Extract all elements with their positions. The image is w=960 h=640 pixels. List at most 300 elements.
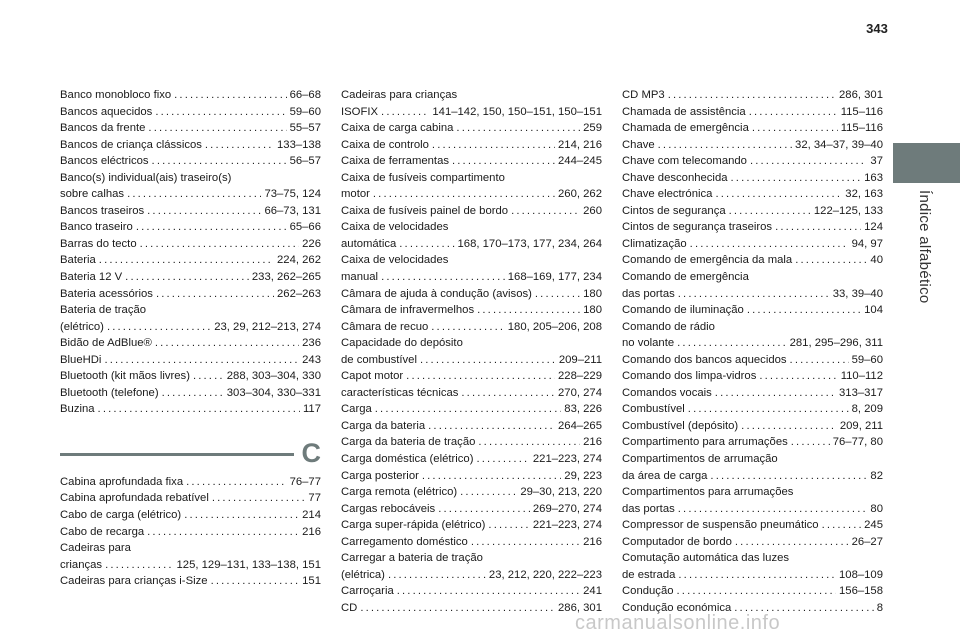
entry-term: Bancos aquecidos bbox=[60, 105, 153, 118]
entry-term: Caixa de fusíveis painel de bordo bbox=[341, 204, 509, 217]
entry-pages: 59–60 bbox=[851, 353, 883, 366]
entry-term: Capacidade do depósito bbox=[341, 337, 463, 350]
entry-term: Caixa de controlo bbox=[341, 138, 429, 151]
entry-line bbox=[622, 517, 883, 534]
dot-leader bbox=[488, 517, 529, 534]
entry-line bbox=[622, 368, 883, 385]
index-entry bbox=[622, 153, 883, 170]
entry-term: Caixa de fusíveis compartimento bbox=[341, 171, 505, 184]
entry-line bbox=[622, 219, 883, 236]
entry-line bbox=[60, 573, 321, 590]
index-entry bbox=[622, 236, 883, 253]
entry-pages: 209–211 bbox=[558, 353, 602, 366]
dot-leader bbox=[511, 203, 580, 220]
entry-line bbox=[60, 87, 321, 104]
index-entry bbox=[341, 120, 602, 137]
entry-line bbox=[341, 203, 602, 220]
entry-term: Carga bbox=[341, 403, 372, 416]
dot-leader bbox=[193, 368, 224, 385]
entry-term: Carga doméstica (elétrico) bbox=[341, 453, 474, 466]
dot-leader bbox=[690, 236, 849, 253]
dot-leader bbox=[729, 203, 811, 220]
entry-pages: 122–125, 133 bbox=[813, 204, 883, 217]
index-entry bbox=[60, 170, 321, 203]
entry-pages: 76–77, 80 bbox=[832, 436, 883, 449]
entry-term: da área de carga bbox=[622, 469, 708, 482]
dot-leader bbox=[147, 203, 261, 220]
dot-leader bbox=[471, 534, 580, 551]
entry-pages: 245 bbox=[864, 519, 883, 532]
entry-term: Caixa de velocidades bbox=[341, 221, 449, 234]
dot-leader bbox=[360, 600, 555, 617]
entry-term: CD bbox=[341, 601, 358, 614]
entry-pages: 26–27 bbox=[851, 535, 883, 548]
index-entry bbox=[341, 501, 602, 518]
index-entry bbox=[341, 385, 602, 402]
index-entry bbox=[622, 87, 883, 104]
entry-term: Bidão de AdBlue® bbox=[60, 337, 152, 350]
entry-term: BlueHDi bbox=[60, 353, 102, 366]
entry-line bbox=[60, 120, 321, 137]
dot-leader bbox=[127, 186, 261, 203]
watermark: carmanualsonline.info bbox=[575, 612, 781, 634]
entry-pages: 8 bbox=[876, 601, 883, 614]
entry-pages: 226 bbox=[302, 237, 321, 250]
dot-leader bbox=[795, 252, 867, 269]
dot-leader bbox=[677, 335, 786, 352]
index-entry bbox=[341, 484, 602, 501]
dot-leader bbox=[710, 468, 867, 485]
dot-leader bbox=[688, 401, 849, 418]
dot-leader bbox=[658, 137, 792, 154]
entry-term: Barras do tecto bbox=[60, 237, 137, 250]
entry-term: Bluetooth (kit mãos livres) bbox=[60, 370, 190, 383]
entry-pages: 33, 39–40 bbox=[832, 287, 883, 300]
index-entry bbox=[60, 104, 321, 121]
dot-leader bbox=[678, 286, 830, 303]
entry-pages: 303–304, 330–331 bbox=[226, 386, 321, 399]
dot-leader bbox=[752, 120, 838, 137]
entry-line bbox=[60, 474, 321, 491]
dot-leader bbox=[678, 501, 868, 518]
entry-term: Cabo de recarga bbox=[60, 525, 145, 538]
entry-line bbox=[60, 286, 321, 303]
index-entry bbox=[622, 385, 883, 402]
entry-term: Combustível (depósito) bbox=[622, 419, 739, 432]
entry-pages: 224, 262 bbox=[277, 254, 321, 267]
entry-term: no volante bbox=[622, 337, 675, 350]
dot-leader bbox=[478, 434, 580, 451]
entry-pages: 80 bbox=[870, 502, 883, 515]
entry-term: Compartimentos de arrumação bbox=[622, 453, 778, 466]
index-entry bbox=[60, 368, 321, 385]
index-entry bbox=[341, 219, 602, 252]
entry-term: de combustível bbox=[341, 353, 417, 366]
index-entry bbox=[60, 87, 321, 104]
entry-term: Carga remota (elétrico) bbox=[341, 486, 458, 499]
entry-pages: 110–112 bbox=[840, 370, 883, 383]
index-entry bbox=[60, 236, 321, 253]
entry-term: Cabina aprofundada rebatível bbox=[60, 492, 209, 505]
entry-term: Cadeiras para bbox=[60, 542, 131, 555]
entry-pages: 115–116 bbox=[840, 122, 883, 135]
entry-line bbox=[341, 236, 602, 253]
index-entry bbox=[341, 286, 602, 303]
entry-term: Cabo de carga (elétrico) bbox=[60, 509, 182, 522]
entry-line bbox=[341, 567, 602, 584]
dot-leader bbox=[432, 137, 555, 154]
entry-term: manual bbox=[341, 271, 379, 284]
dot-leader bbox=[452, 153, 555, 170]
dot-leader bbox=[125, 269, 249, 286]
entry-line bbox=[60, 219, 321, 236]
entry-term: Comutação automática das luzes bbox=[622, 552, 790, 565]
section-heading bbox=[60, 438, 321, 468]
dot-leader bbox=[105, 557, 173, 574]
index-entry bbox=[60, 219, 321, 236]
dot-leader bbox=[791, 434, 830, 451]
dot-leader bbox=[373, 186, 555, 203]
entry-line bbox=[341, 401, 602, 418]
entry-pages: 221–223, 274 bbox=[532, 519, 602, 532]
index-entry bbox=[622, 534, 883, 551]
entry-line bbox=[341, 434, 602, 451]
dot-leader bbox=[731, 170, 862, 187]
entry-term: Chave electrónica bbox=[622, 188, 713, 201]
entry-pages: 216 bbox=[583, 436, 602, 449]
dot-leader bbox=[460, 484, 517, 501]
dot-leader bbox=[750, 153, 867, 170]
index-entry bbox=[622, 583, 883, 600]
entry-pages: 117 bbox=[302, 403, 321, 416]
dot-leader bbox=[715, 186, 842, 203]
index-entry bbox=[60, 352, 321, 369]
index-entry bbox=[341, 418, 602, 435]
index-entry bbox=[622, 484, 883, 517]
entry-term: ISOFIX bbox=[341, 105, 379, 118]
entry-line bbox=[341, 534, 602, 551]
entry-term: Bancos traseiros bbox=[60, 204, 145, 217]
entry-term: Comando de rádio bbox=[622, 320, 715, 333]
index-entry bbox=[341, 319, 602, 336]
entry-term: Comando de iluminação bbox=[622, 304, 744, 317]
entry-pages: 216 bbox=[583, 535, 602, 548]
entry-term: Comando dos limpa-vidros bbox=[622, 370, 757, 383]
dot-leader bbox=[668, 87, 836, 104]
entry-term: Bancos eléctricos bbox=[60, 155, 149, 168]
entry-line bbox=[341, 352, 602, 369]
entry-line bbox=[341, 104, 602, 121]
entry-term: das portas bbox=[622, 287, 675, 300]
entry-term: Caixa de ferramentas bbox=[341, 155, 449, 168]
entry-line bbox=[622, 434, 883, 451]
dot-leader bbox=[381, 269, 505, 286]
entry-pages: 241 bbox=[583, 585, 602, 598]
index-entry bbox=[622, 434, 883, 451]
dot-leader bbox=[211, 573, 300, 590]
entry-line bbox=[622, 286, 883, 303]
entry-line bbox=[60, 319, 321, 336]
index-entry bbox=[622, 137, 883, 154]
entry-term: Carga da bateria bbox=[341, 419, 426, 432]
dot-leader bbox=[148, 120, 286, 137]
entry-pages: 73–75, 124 bbox=[264, 188, 321, 201]
index-entry bbox=[60, 490, 321, 507]
entry-line bbox=[60, 252, 321, 269]
entry-pages: 168–169, 177, 234 bbox=[507, 271, 602, 284]
entry-pages: 40 bbox=[870, 254, 883, 267]
index-entry bbox=[341, 401, 602, 418]
entry-term: Buzina bbox=[60, 403, 95, 416]
index-entry bbox=[622, 203, 883, 220]
entry-pages: 32, 163 bbox=[845, 188, 883, 201]
entry-pages: 156–158 bbox=[839, 585, 883, 598]
entry-pages: 180 bbox=[583, 287, 602, 300]
entry-line bbox=[341, 286, 602, 303]
entry-term: Cadeiras para crianças bbox=[341, 89, 458, 101]
dot-leader bbox=[476, 451, 529, 468]
entry-line bbox=[341, 468, 602, 485]
entry-pages: 288, 303–304, 330 bbox=[226, 370, 321, 383]
dot-leader bbox=[741, 418, 837, 435]
dot-leader bbox=[155, 335, 299, 352]
page-number: 343 bbox=[866, 21, 888, 36]
dot-leader bbox=[212, 490, 306, 507]
entry-pages: 259 bbox=[583, 122, 602, 135]
entry-pages: 228–229 bbox=[558, 370, 602, 383]
index-entry bbox=[622, 269, 883, 302]
index-entry bbox=[622, 418, 883, 435]
entry-term: Banco traseiro bbox=[60, 221, 133, 234]
entry-line bbox=[60, 137, 321, 154]
entry-line bbox=[60, 335, 321, 352]
entry-term: Compartimentos para arrumações bbox=[622, 486, 794, 499]
entry-line bbox=[60, 236, 321, 253]
section-label: Índice alfabético bbox=[916, 190, 933, 304]
entry-term: Bluetooth (telefone) bbox=[60, 386, 159, 399]
dot-leader bbox=[715, 385, 836, 402]
entry-line bbox=[341, 302, 602, 319]
entry-line bbox=[622, 302, 883, 319]
dot-leader bbox=[162, 385, 224, 402]
dot-leader bbox=[477, 302, 580, 319]
index-entry bbox=[622, 252, 883, 269]
index-entry bbox=[341, 550, 602, 583]
entry-term: Capot motor bbox=[341, 370, 404, 383]
index-entry bbox=[341, 252, 602, 285]
entry-line bbox=[341, 319, 602, 336]
entry-line bbox=[60, 524, 321, 541]
entry-line bbox=[341, 484, 602, 501]
entry-term: Cabina aprofundada fixa bbox=[60, 475, 184, 488]
index-entry bbox=[341, 451, 602, 468]
entry-pages: 260 bbox=[583, 204, 602, 217]
entry-term: Câmara de infravermelhos bbox=[341, 304, 475, 317]
entry-pages: 286, 301 bbox=[558, 601, 602, 614]
entry-pages: 141–142, 150, 150–151, 150–151 bbox=[432, 105, 602, 118]
entry-term: Bancos de criança clássicos bbox=[60, 138, 202, 151]
entry-line bbox=[60, 186, 321, 203]
entry-line bbox=[622, 170, 883, 187]
index-entry bbox=[622, 170, 883, 187]
index-entry bbox=[60, 385, 321, 402]
entry-term: Cargas rebocáveis bbox=[341, 502, 436, 515]
entry-term: Comando de emergência da mala bbox=[622, 254, 793, 267]
entry-term: Comando de emergência bbox=[622, 271, 749, 284]
entry-line bbox=[341, 137, 602, 154]
index-entry bbox=[341, 87, 602, 120]
entry-term: Caixa de velocidades bbox=[341, 254, 449, 267]
index-entry bbox=[60, 507, 321, 524]
entry-pages: 55–57 bbox=[289, 122, 321, 135]
entry-line bbox=[60, 401, 321, 418]
entry-line bbox=[341, 120, 602, 137]
entry-term: crianças bbox=[60, 558, 103, 571]
entry-pages: 221–223, 274 bbox=[532, 453, 602, 466]
entry-pages: 37 bbox=[870, 155, 883, 168]
index-entry bbox=[622, 352, 883, 369]
entry-line bbox=[622, 137, 883, 154]
entry-line bbox=[60, 385, 321, 402]
dot-leader bbox=[104, 352, 299, 369]
entry-term: Chamada de assistência bbox=[622, 105, 746, 118]
dot-leader bbox=[388, 567, 486, 584]
entry-pages: 133–138 bbox=[277, 138, 321, 151]
entry-line bbox=[341, 583, 602, 600]
entry-line bbox=[341, 153, 602, 170]
entry-pages: 168, 170–173, 177, 234, 264 bbox=[457, 237, 602, 250]
entry-pages: 236 bbox=[302, 337, 321, 350]
index-entry bbox=[622, 319, 883, 352]
dot-leader bbox=[397, 583, 580, 600]
entry-line bbox=[622, 87, 883, 104]
index-entry bbox=[60, 137, 321, 154]
index-entry bbox=[60, 203, 321, 220]
entry-term: Bateria de tração bbox=[60, 304, 147, 317]
index-entry bbox=[60, 401, 321, 418]
dot-leader bbox=[822, 517, 862, 534]
dot-leader bbox=[438, 501, 530, 518]
entry-line bbox=[60, 203, 321, 220]
index-entry bbox=[622, 120, 883, 137]
entry-line bbox=[341, 600, 602, 617]
index-entry bbox=[341, 468, 602, 485]
index-entry bbox=[60, 335, 321, 352]
dot-leader bbox=[140, 236, 300, 253]
entry-line bbox=[341, 501, 602, 518]
entry-pages: 269–270, 274 bbox=[532, 502, 602, 515]
entry-line bbox=[622, 236, 883, 253]
entry-term: Carregar a bateria de tração bbox=[341, 552, 483, 565]
dot-leader bbox=[759, 368, 837, 385]
dot-leader bbox=[205, 137, 274, 154]
index-entry bbox=[622, 550, 883, 583]
entry-term: (elétrica) bbox=[341, 568, 385, 581]
dot-leader bbox=[420, 352, 556, 369]
index-entry bbox=[341, 153, 602, 170]
entry-term: Bateria acessórios bbox=[60, 287, 153, 300]
index-entry bbox=[60, 269, 321, 286]
entry-line bbox=[622, 401, 883, 418]
entry-term: CD MP3 bbox=[622, 89, 665, 101]
entry-pages: 76–77 bbox=[289, 475, 321, 488]
section-tab bbox=[893, 143, 960, 183]
dot-leader bbox=[381, 104, 429, 121]
entry-line bbox=[622, 186, 883, 203]
entry-term: motor bbox=[341, 188, 370, 201]
dot-leader bbox=[99, 252, 274, 269]
entry-term: Banco monobloco fixo bbox=[60, 89, 172, 101]
entry-line bbox=[60, 104, 321, 121]
entry-term: Carregamento doméstico bbox=[341, 535, 468, 548]
index-entry bbox=[341, 137, 602, 154]
entry-term: Cintos de segurança traseiros bbox=[622, 221, 773, 234]
entry-pages: 163 bbox=[864, 171, 883, 184]
entry-term: Computador de bordo bbox=[622, 535, 732, 548]
index-entry bbox=[60, 540, 321, 573]
entry-line bbox=[622, 153, 883, 170]
entry-pages: 104 bbox=[864, 304, 883, 317]
index-entry bbox=[60, 252, 321, 269]
entry-term: Carga super-rápida (elétrico) bbox=[341, 519, 486, 532]
index-entry bbox=[341, 517, 602, 534]
index-entry bbox=[341, 434, 602, 451]
entry-term: Combustível bbox=[622, 403, 685, 416]
dot-leader bbox=[678, 567, 836, 584]
entry-pages: 32, 34–37, 39–40 bbox=[795, 138, 883, 151]
entry-term: Câmara de ajuda à condução (avisos) bbox=[341, 287, 532, 300]
dot-leader bbox=[422, 468, 561, 485]
entry-term: Cadeiras para crianças i-Size bbox=[60, 575, 208, 588]
dot-leader bbox=[98, 401, 300, 418]
entry-pages: 82 bbox=[870, 469, 883, 482]
entry-term: Bancos da frente bbox=[60, 122, 146, 135]
entry-term: Cintos de segurança bbox=[622, 204, 726, 217]
section-letter: C bbox=[301, 437, 321, 468]
dot-leader bbox=[775, 219, 861, 236]
entry-line bbox=[622, 203, 883, 220]
entry-pages: 8, 209 bbox=[851, 403, 883, 416]
dot-leader bbox=[152, 153, 287, 170]
entry-line bbox=[60, 269, 321, 286]
index-entry bbox=[341, 203, 602, 220]
dot-leader bbox=[431, 319, 504, 336]
entry-line bbox=[60, 352, 321, 369]
dot-leader bbox=[155, 104, 286, 121]
entry-pages: 29–30, 213, 220 bbox=[520, 486, 602, 499]
index-entry bbox=[622, 401, 883, 418]
entry-pages: 180, 205–206, 208 bbox=[507, 320, 602, 333]
entry-line bbox=[622, 583, 883, 600]
dot-leader bbox=[375, 401, 562, 418]
dot-leader bbox=[406, 368, 555, 385]
section-rule bbox=[60, 453, 294, 456]
index-entry bbox=[341, 302, 602, 319]
entry-line bbox=[622, 252, 883, 269]
dot-leader bbox=[735, 534, 849, 551]
entry-pages: 66–73, 131 bbox=[264, 204, 321, 217]
entry-line bbox=[622, 501, 883, 518]
entry-pages: 313–317 bbox=[839, 386, 883, 399]
entry-pages: 262–263 bbox=[277, 287, 321, 300]
index-entry bbox=[60, 474, 321, 491]
entry-line bbox=[622, 335, 883, 352]
entry-line bbox=[622, 567, 883, 584]
entry-pages: 244–245 bbox=[558, 155, 602, 168]
entry-term: Compartimento para arrumações bbox=[622, 436, 788, 449]
index-entry bbox=[622, 517, 883, 534]
entry-line bbox=[60, 557, 321, 574]
